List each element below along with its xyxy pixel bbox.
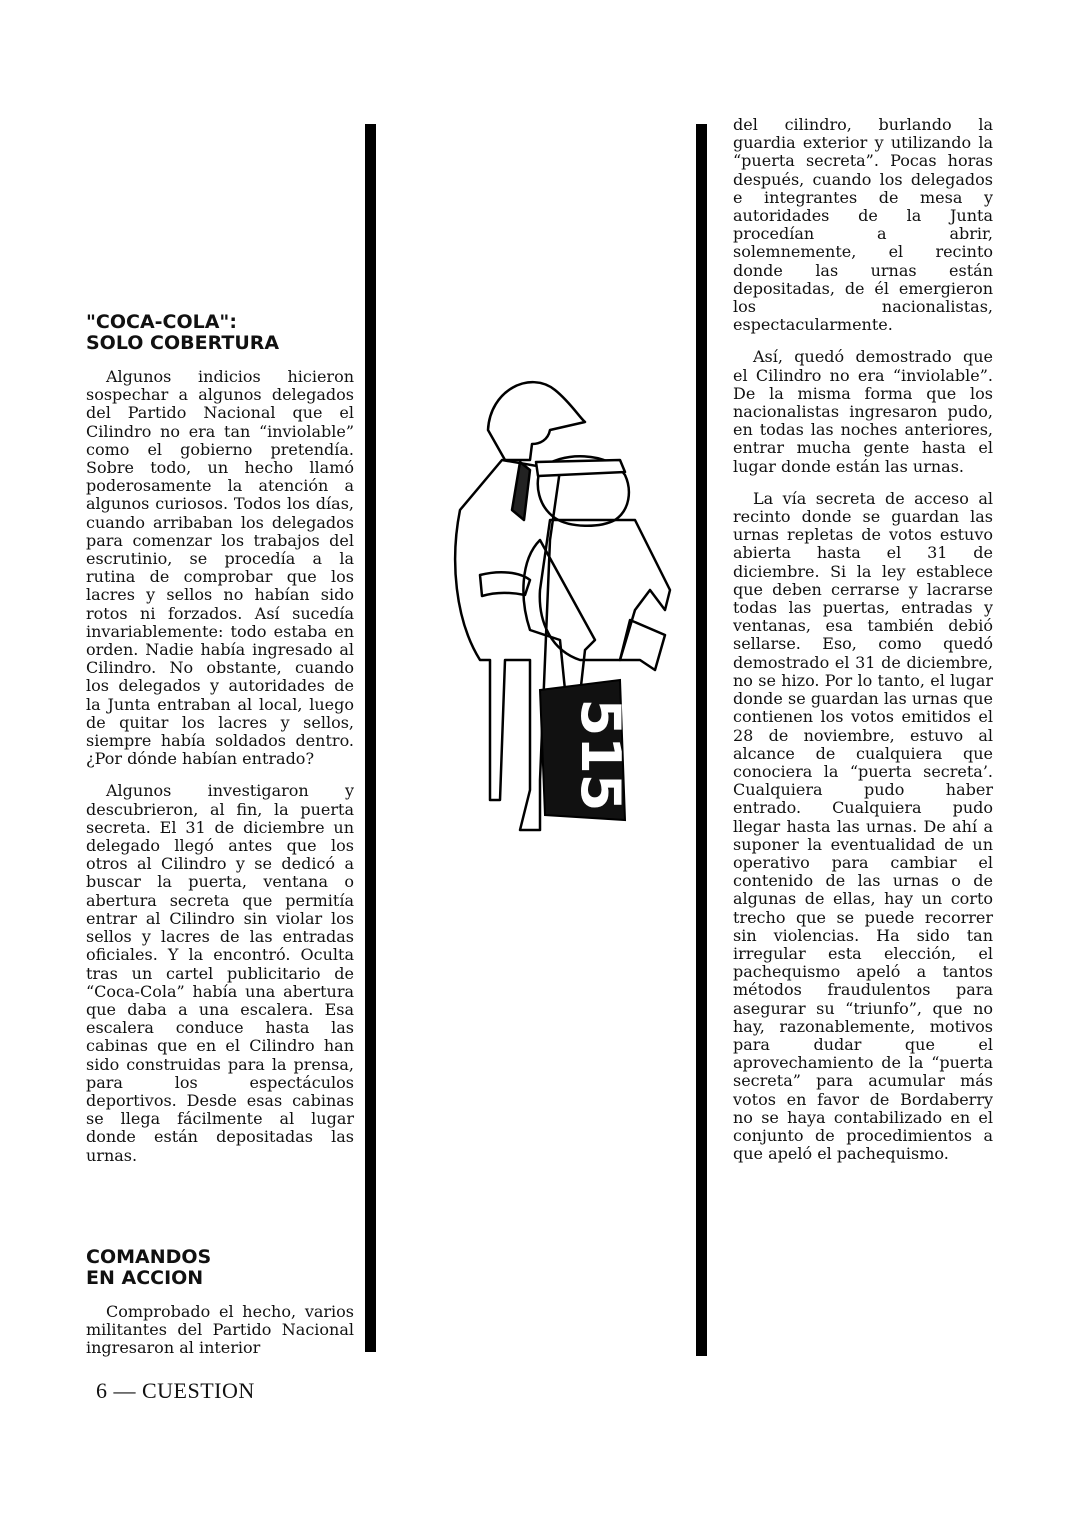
sign-515: [540, 680, 632, 820]
paragraph: La vía secreta de acceso al recinto donde se guardan las urnas repletas de votos estuvo abierta hasta el 31 de diciembre. Si la ley establece que deben cerrarse y lacrarse todas las puertas, entradas y ventanas, esa también debió sellarse. Eso, como quedó demostrado el 31 de diciembre, no se hizo. Por lo tanto, el lugar donde se guardan las urnas que contienen los votos emitidos el 28 de noviembre, estuvo al alcance de cualquiera que conociera la “puerta secreta’. Cualquiera pudo haber entrado. Cualquiera pudo llegar hasta las urnas. De ahí a suponer la eventualidad de un operativo para cambiar el contenido de las urnas o de algunas de ellas, hay un corto trecho que se puede recorrer sin violencias. Ha sido tan irregular esta elección, el pachequismo apeló a tantos métodos fraudulentos para asegurar su “triunfo”, que no hay, razonablemente, motivos para dudar que el aprovechamiento de la “puerta secreta” para acumular más votos en favor de Bordaberry no se haya contabilizado en el conjunto de procedimientos a que apeló el pachequismo.: [733, 488, 993, 1164]
section-heading-comandos: COMANDOS EN ACCION: [86, 1246, 212, 1289]
paragraph: Algunos investigaron y descubrieron, al fin, la puerta secreta. El 31 de diciembre un delegado llegó antes que los otros al Cilindro y se dedicó a buscar la puerta, ventana o abertura secreta que permitía entrar al Cilindro sin violar los sellos y lacres de las entradas oficiales. Y la encontró. Oculta tras un cartel publicitario de “Coca-Cola” había una abertura que daba a una escalera. Esa escalera conduce hasta las cabinas que en el Cilindro han sido construidas para la prensa, para los espectáculos deportivos. Desde esas cabinas se llega fácilmente al lugar donde están depositadas las urnas.: [86, 781, 354, 1165]
tall-man-head: [488, 382, 585, 460]
hat-shape: [536, 460, 625, 476]
paragraph: Algunos indicios hicieron sospechar a algunos delegados del Partido Nacional que el Cilindro no era tan “inviolable” como el gobierno pretendía. Sobre todo, un hecho llamó poderosamente la atención a algunos curiosos. Todos los días, cuando arribaban los delegados para comenzar los trabajos del escrutinio, se procedía a la rutina de comprobar que los lacres y sellos no habían sido rotos ni forzados. Así sucedía invariablemente: todo estaba en orden. Nadie había ingresado al Cilindro. No obstante, cuando los delegados y autoridades de la Junta entraban al local, luego de quitar los lacres y sellos, siempre había soldados dentro. ¿Por dónde habían entrado?: [86, 367, 354, 769]
page-footer: 6 — CUESTION: [96, 1378, 255, 1403]
section-heading-coca-cola: "COCA-COLA": SOLO COBERTURA: [86, 311, 280, 354]
paragraph: Así, quedó demostrado que el Cilindro no era “inviolable”. De la misma forma que los nacionalistas ingresaron pudo, en todas las noches anteriores, entrar mucha gente hasta el lugar donde están las urnas.: [733, 347, 993, 476]
sign-number: 515: [569, 698, 632, 812]
column-divider-left: [365, 124, 376, 1352]
tie-shape: [512, 462, 530, 520]
cartoon-illustration: [420, 360, 690, 850]
left-column-section2: [86, 1247, 354, 1372]
right-column: [733, 116, 993, 1177]
paragraph: Comprobado el hecho, varios militantes del Partido Nacional ingresaron al interior: [86, 1302, 354, 1358]
paragraph: del cilindro, burlando la guardia exterior y utilizando la “puerta secreta”. Pocas horas después, cuando los delegados e integrantes de mesa y autoridades de la Junta procedían a abrir, solemnemente, el recinto donde las urnas están depositadas, de él emergieron los nacionalistas, espectacularmente.: [733, 115, 993, 335]
left-column: [86, 312, 354, 1179]
column-divider-right: [696, 124, 707, 1356]
